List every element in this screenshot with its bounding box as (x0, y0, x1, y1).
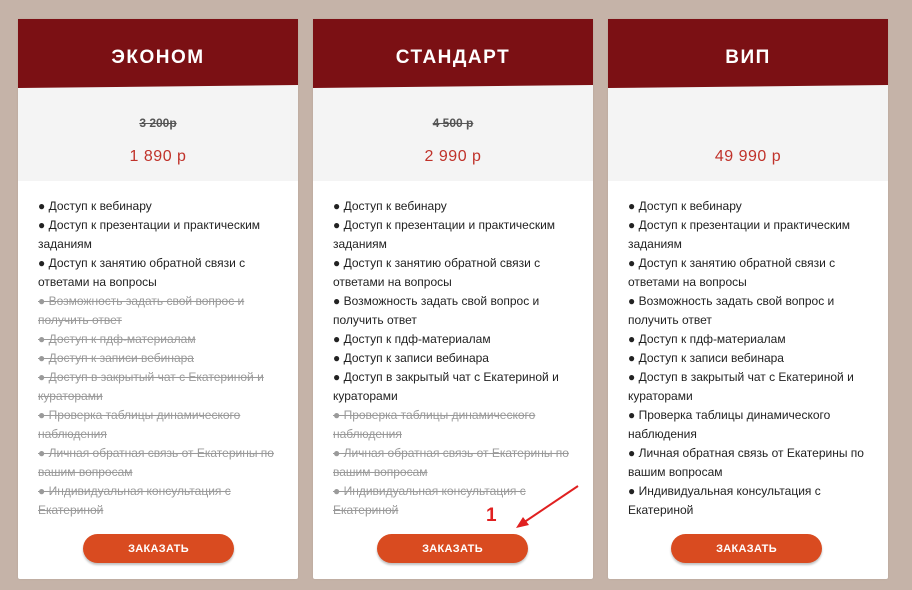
feature-item: ● Доступ к занятию обратной связи с ответами на вопросы (333, 256, 541, 289)
feature-item: ● Доступ к презентации и практическим заданиям (628, 218, 851, 251)
order-button[interactable]: ЗАКАЗАТЬ (83, 534, 234, 563)
feature-item: ● Личная обратная связь от Екатерины по вашим вопросам (333, 446, 569, 479)
old-price: 3 200р (139, 116, 177, 130)
arrow-icon (510, 480, 584, 532)
feature-list (628, 197, 878, 520)
feature-item: ● Доступ к презентации и практическим заданиям (38, 218, 261, 251)
feature-item: ● Доступ к пдф-материалам (333, 332, 491, 346)
order-button[interactable]: ЗАКАЗАТЬ (671, 534, 822, 563)
old-price: 4 500 р (432, 116, 474, 130)
feature-item: ● Доступ к записи вебинара (333, 351, 489, 365)
feature-item: ● Доступ к презентации и практическим заданиям (333, 218, 556, 251)
feature-item: ● Возможность задать свой вопрос и получить ответ (628, 294, 835, 327)
price-area (18, 85, 298, 181)
feature-item: ● Доступ к вебинару (628, 199, 742, 213)
feature-item: ● Доступ к вебинару (38, 199, 152, 213)
plan-card-econom (18, 19, 298, 579)
price-area (313, 85, 593, 181)
price-area (608, 85, 888, 181)
feature-item: ● Доступ к записи вебинара (628, 351, 784, 365)
feature-item: ● Доступ к занятию обратной связи с ответами на вопросы (628, 256, 836, 289)
feature-item: ● Доступ в закрытый чат с Екатериной и кураторами (38, 370, 264, 403)
feature-list (333, 197, 583, 520)
feature-item: ● Личная обратная связь от Екатерины по вашим вопросам (628, 446, 864, 479)
header-diagonal (313, 74, 593, 88)
feature-item: ● Проверка таблицы динамического наблюдения (38, 408, 241, 441)
feature-item: ● Доступ в закрытый чат с Екатериной и кураторами (333, 370, 559, 403)
current-price: 1 890 р (129, 148, 187, 165)
feature-item: ● Индивидуальная консультация с Екатериной (628, 484, 821, 517)
feature-item: ● Доступ к пдф-материалам (628, 332, 786, 346)
feature-item: ● Возможность задать свой вопрос и получить ответ (38, 294, 245, 327)
feature-item: ● Проверка таблицы динамического наблюдения (628, 408, 831, 441)
feature-item: ● Индивидуальная консультация с Екатериной (333, 484, 526, 517)
plan-card-vip (608, 19, 888, 579)
feature-list (38, 197, 288, 520)
feature-item: ● Доступ в закрытый чат с Екатериной и кураторами (628, 370, 854, 403)
feature-item: ● Доступ к занятию обратной связи с ответами на вопросы (38, 256, 246, 289)
annotation-number: 1 (486, 505, 497, 526)
feature-item: ● Доступ к пдф-материалам (38, 332, 196, 346)
current-price: 49 990 р (714, 148, 782, 165)
header-diagonal (18, 74, 298, 88)
feature-item: ● Доступ к вебинару (333, 199, 447, 213)
feature-item: ● Индивидуальная консультация с Екатериной (38, 484, 231, 517)
feature-item: ● Проверка таблицы динамического наблюдения (333, 408, 536, 441)
feature-item: ● Личная обратная связь от Екатерины по вашим вопросам (38, 446, 274, 479)
order-button[interactable]: ЗАКАЗАТЬ (377, 534, 528, 563)
plan-name: СТАНДАРТ (395, 47, 511, 68)
feature-item: ● Возможность задать свой вопрос и получить ответ (333, 294, 540, 327)
current-price: 2 990 р (424, 148, 482, 165)
header-diagonal (608, 74, 888, 88)
plan-name: ВИП (725, 47, 771, 68)
plan-name: ЭКОНОМ (111, 47, 205, 68)
feature-item: ● Доступ к записи вебинара (38, 351, 194, 365)
